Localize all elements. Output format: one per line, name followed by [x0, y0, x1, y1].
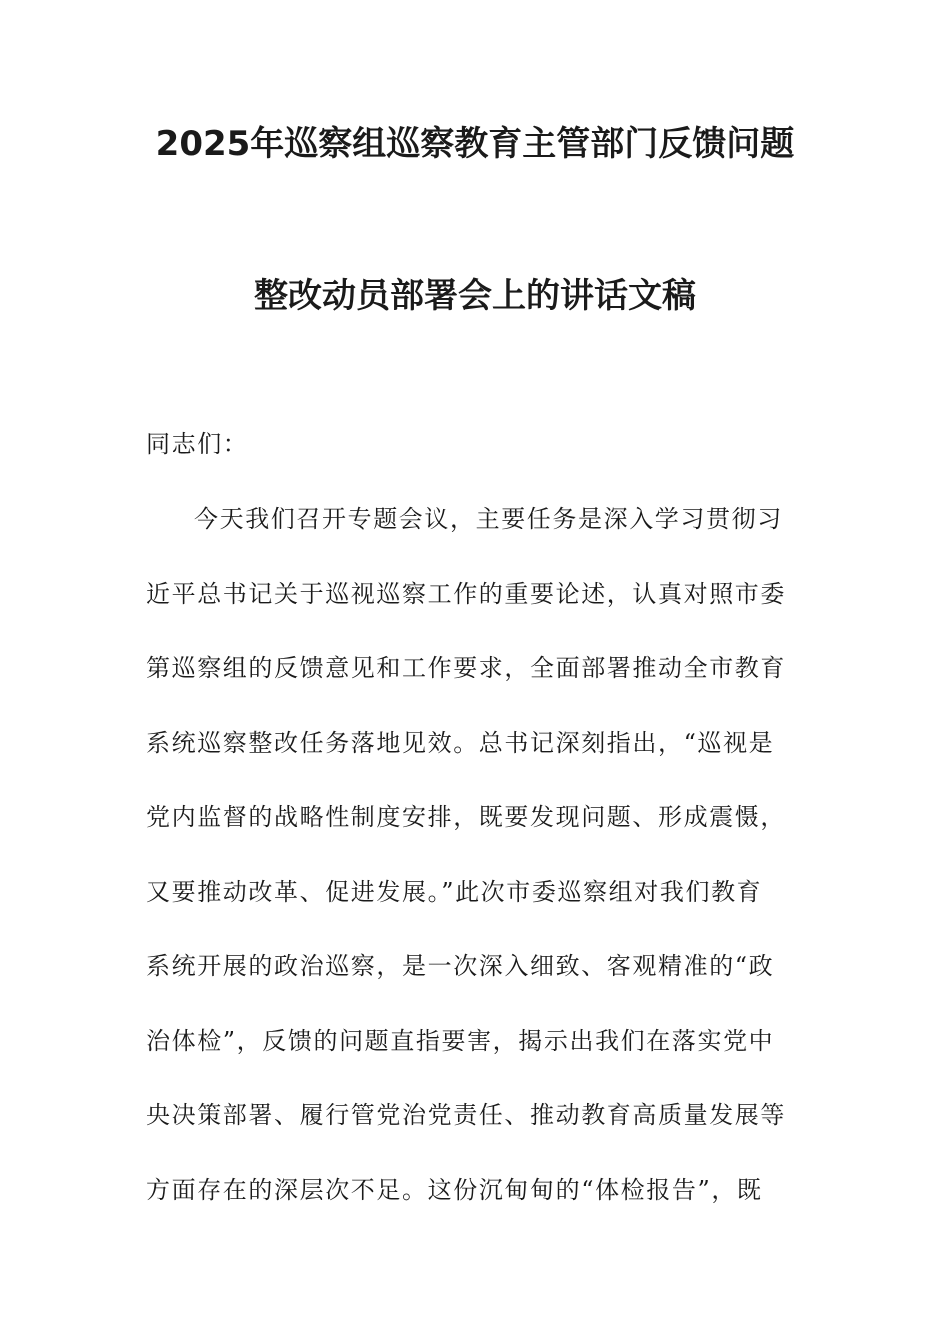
body-line: 系统开展的政治巡察，是一次深入细致、客观精准的“政	[146, 952, 775, 980]
salutation: 同志们：	[146, 430, 249, 458]
body-line: 央决策部署、履行管党治党责任、推动教育高质量发展等	[146, 1101, 786, 1129]
body-line: 治体检”，反馈的问题直指要害，揭示出我们在落实党中	[146, 1027, 775, 1055]
body-line: 方面存在的深层次不足。这份沉甸甸的“体检报告”，既	[146, 1176, 763, 1204]
document-title-line-2: 整改动员部署会上的讲话文稿	[254, 276, 696, 316]
body-line: 今天我们召开专题会议，主要任务是深入学习贯彻习	[194, 505, 783, 533]
body-line: 系统巡察整改任务落地见效。总书记深刻指出，“巡视是	[146, 729, 775, 757]
body-line: 第巡察组的反馈意见和工作要求，全面部署推动全市教育	[146, 654, 786, 682]
body-line: 近平总书记关于巡视巡察工作的重要论述，认真对照市委	[146, 580, 786, 608]
body-line: 党内监督的战略性制度安排，既要发现问题、形成震慑，	[146, 803, 786, 831]
body-line: 又要推动改革、促进发展。”此次市委巡察组对我们教育	[146, 878, 763, 906]
document-title-line-1: 2025年巡察组巡察教育主管部门反馈问题	[155, 124, 795, 164]
